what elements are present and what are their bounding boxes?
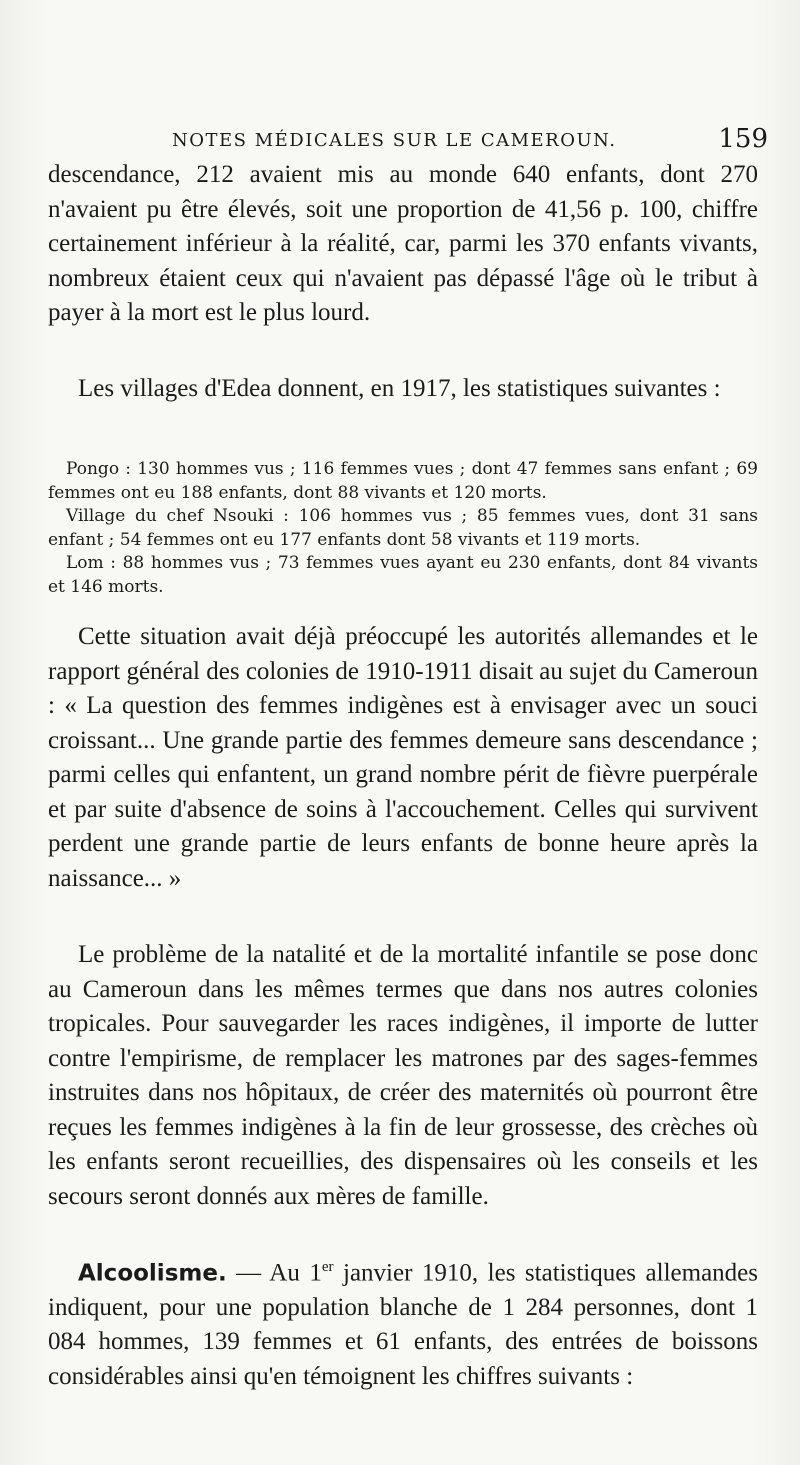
- statistic-nsouki: Village du chef Nsouki : 106 hommes vus ; 85 femmes vues, dont 31 sans enfant ; 54 femmes ont eu 177 enfants dont 58 vivants et 119 morts.: [48, 506, 758, 550]
- paragraph-text: Le problème de la natalité et de la mortalité infantile se pose donc au Cameroun dans les mêmes termes que dans nos autres colonies tropicales. Pour sauvegarder les races indigènes, il importe de lutter contre l'empirisme, de remplacer les matrones par des sages-femmes instruites dans nos hôpitaux, de créer des maternités où pourront être reçues les femmes indigènes à la fin de leur grossesse, des crèches où les enfants seront recueillies, des dispensaires où les conseils et les secours seront donnés aux mères de famille.: [48, 941, 758, 1210]
- statistic-lom: Lom : 88 hommes vus ; 73 femmes vues ayant eu 230 enfants, dont 84 vivants et 146 morts.: [48, 553, 758, 597]
- paragraph-alcoholism: [48, 1250, 758, 1394]
- page-number: 159: [718, 124, 768, 154]
- paragraph-german-report: [48, 620, 758, 896]
- paragraph-continuation: [48, 158, 758, 331]
- statistic-pongo: Pongo : 130 hommes vus ; 116 femmes vues ; dont 47 femmes sans enfant ; 69 femmes ont eu 188 enfants, dont 88 vivants et 120 morts.: [48, 459, 758, 503]
- paragraph-text: descendance, 212 avaient mis au monde 640 enfants, dont 270 n'avaient pu être élevés, soit une proportion de 41,56 p. 100, chiffre certainement inférieur à la réalité, car, parmi les 370 enfants vivants, nombreux étaient ceux qui n'avaient pas dépassé l'âge où le tribut à payer à la mort est le plus lourd.: [48, 161, 758, 326]
- page-header: [48, 124, 768, 158]
- statistics-block: [48, 458, 758, 599]
- running-title: NOTES MÉDICALES SUR LE CAMEROUN.: [172, 130, 617, 151]
- paragraph-natality: [48, 938, 758, 1214]
- paragraph-text: Cette situation avait déjà préoccupé les autorités allemandes et le rapport général des colonies de 1910-1911 disait au sujet du Cameroun : « La question des femmes indigènes est à envisager avec un souci croissant... Une grande partie des femmes demeure sans descendance ; parmi celles qui enfantent, un grand nombre périt de fièvre puerpérale et par suite d'absence de soins à l'accouchement. Celles qui survivent perdent une grande partie de leurs enfants de bonne heure après la naissance... »: [48, 623, 758, 892]
- paragraph-edea-intro: [48, 372, 758, 407]
- paragraph-text: Les villages d'Edea donnent, en 1917, les statistiques suivantes :: [78, 375, 721, 402]
- paragraph-text: [48, 1250, 758, 1394]
- paragraph-text-start: — Au 1: [226, 1259, 322, 1287]
- paragraph-text-rest: janvier 1910, les statistiques allemandes indiquent, pour une population blanche de 1 284 personnes, dont 1 084 hommes, 139 femmes et 61 enfants, des entrées de boissons considérables ainsi qu'en témoignent les chiffres suivants :: [48, 1259, 758, 1390]
- ordinal-superscript: er: [321, 1259, 334, 1275]
- section-heading: Alcoolisme.: [78, 1260, 227, 1287]
